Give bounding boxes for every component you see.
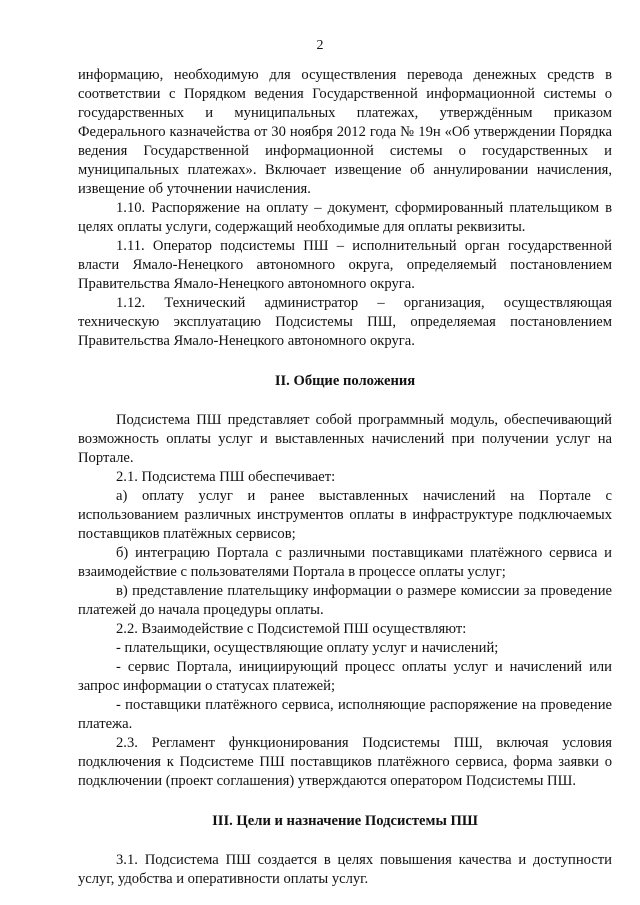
paragraph-12: - сервис Портала, инициирующий процесс оплаты услуг и начислений или запрос информации о статусах платежей;: [78, 659, 612, 694]
paragraph-13: - поставщики платёжного сервиса, исполняющие распоряжение на проведение платежа.: [78, 697, 612, 732]
section-spacer: [78, 391, 612, 411]
paragraph-11: - плательщики, осуществляющие оплату услуг и начислений;: [116, 640, 499, 656]
paragraph-10: 2.2. Взаимодействие с Подсистемой ПШ осуществляют:: [116, 621, 467, 637]
section-heading-2: III. Цели и назначение Подсистемы ПШ: [212, 813, 478, 829]
document-body: [78, 66, 612, 889]
paragraph-9: в) представление плательщику информации о размере комиссии за проведение платежей до начала процедуры оплаты.: [78, 583, 612, 618]
paragraph-5: Подсистема ПШ представляет собой программный модуль, обеспечивающий возможность оплаты услуг и выставленных начислений при получении услуг на Портале.: [78, 412, 612, 466]
paragraph-8: б) интеграцию Портала с различными поставщиками платёжного сервиса и взаимодействие с пользователями Портала в процессе оплаты услуг;: [78, 545, 612, 580]
section-heading-1: II. Общие положения: [274, 373, 416, 389]
paragraph-3: 1.11. Оператор подсистемы ПШ – исполнительный орган государственной власти Ямало-Ненецкого автономного округа, определяемый постановлением Правительства Ямало-Ненецкого автономного округа.: [78, 238, 612, 292]
paragraph-14: 2.3. Регламент функционирования Подсистемы ПШ, включая условия подключения к Подсистеме ПШ поставщиков платёжного сервиса, форма заявки о подключении (проект соглашения) утверждаются оператором Подсистемы ПШ.: [78, 735, 612, 789]
section-spacer: [78, 791, 612, 812]
page-number: 2: [316, 38, 324, 53]
section-spacer: [78, 831, 612, 851]
paragraph-4: 1.12. Технический администратор – организация, осуществляющая техническую эксплуатацию Подсистемы ПШ, определяемая постановлением Правительства Ямало-Ненецкого автономного округа.: [78, 295, 612, 349]
paragraph-2: 1.10. Распоряжение на оплату – документ, сформированный плательщиком в целях оплаты услуги, содержащий необходимые для оплаты реквизиты.: [78, 200, 612, 235]
section-spacer: [78, 351, 612, 372]
paragraph-15: 3.1. Подсистема ПШ создается в целях повышения качества и доступности услуг, удобства и оперативности оплаты услуг.: [78, 852, 612, 887]
paragraph-1: информацию, необходимую для осуществления перевода денежных средств в соответствии с Порядком ведения Государственной информационной системы о государственных и муниципальных платежах, утверждённым приказом Федерального казначейства от 30 ноября 2012 года № 19н «Об утверждении Порядка ведения Государственной информационной системы о государственных и муниципальных платежах». Включает извещение об аннулировании начисления, извещение об уточнении начисления.: [78, 67, 612, 197]
paragraph-7: а) оплату услуг и ранее выставленных начислений на Портале с использованием различных инструментов оплаты в инфраструктуре подключаемых поставщиков платёжных сервисов;: [78, 488, 612, 542]
paragraph-6: 2.1. Подсистема ПШ обеспечивает:: [116, 469, 336, 485]
